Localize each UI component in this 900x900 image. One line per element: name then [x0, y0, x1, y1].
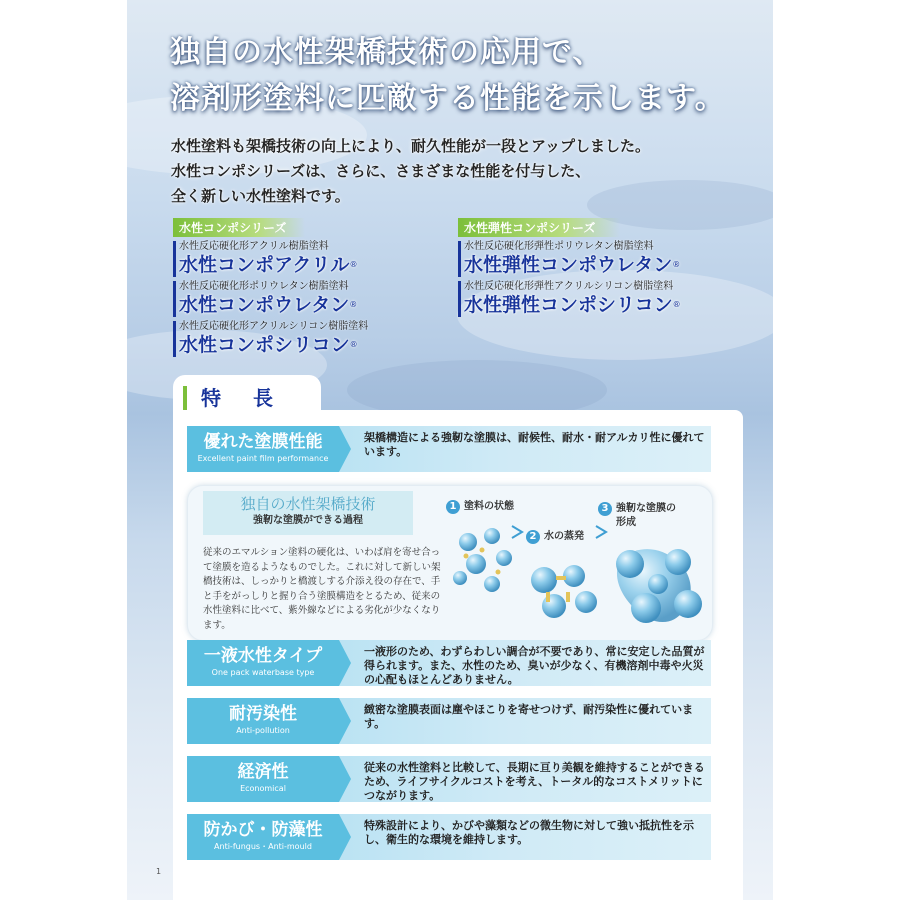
- headline-line-1: 独自の水性架橋技術の応用で、: [170, 35, 604, 70]
- feature-anti-pollution: [187, 698, 711, 744]
- evaporation-particles: [531, 565, 597, 618]
- headline-line-2: 溶剤形塗料に匹敵する性能を示します。: [170, 81, 726, 116]
- feature-title: [187, 426, 339, 472]
- feature-title-en: Excellent paint film performance: [197, 454, 329, 463]
- product-name: 水性コンポシリコン®: [179, 334, 358, 356]
- feature-title-en: Anti-pollution: [236, 726, 290, 735]
- step-2: 2 水の蒸発: [526, 530, 584, 544]
- technology-box: [187, 485, 713, 641]
- technology-title: 独自の水性架橋技術: [240, 495, 376, 513]
- features-panel: [173, 410, 743, 900]
- paint-particles: [453, 528, 512, 592]
- series-elastic-compo: [458, 218, 758, 317]
- product-subtitle: 水性反応硬化形ポリウレタン樹脂塗料: [179, 281, 349, 292]
- technology-text: 従来のエマルション塗料の硬化は、いわば肩を寄せ合って塗膜を造るようなものでした。これに対して新しい架橋技術は、しっかりと橋渡しする介添え役の存在で、手と手をがっしりと握り合う塗膜構造をとるため、従来の水性塗料に比べて、紫外線などによる劣化が少なくなります。: [203, 547, 441, 631]
- product-name: 水性弾性コンポウレタン®: [464, 254, 681, 276]
- series-label: 水性弾性コンポシリーズ: [458, 218, 620, 237]
- feature-description: 特殊設計により、かびや藻類などの微生物に対して強い抵抗性を示し、衛生的な環境を維持します。: [364, 819, 694, 846]
- product-elastic-urethane: [458, 241, 758, 277]
- feature-title-jp: 防かび・防藻性: [203, 820, 323, 840]
- step-number: 1: [446, 500, 460, 514]
- product-subtitle: 水性反応硬化形アクリル樹脂塗料: [179, 241, 329, 252]
- feature-title: [187, 814, 339, 860]
- product-name: 水性弾性コンポシリコン®: [464, 294, 681, 316]
- product-subtitle: 水性反応硬化形アクリルシリコン樹脂塗料: [179, 321, 369, 332]
- product-elastic-silicon: [458, 281, 758, 317]
- feature-description: 一液形のため、わずらわしい調合が不要であり、常に安定した品質が得られます。また、水性のため、臭いが少なく、有機溶剤中毒や火災の心配もほとんどありません。: [364, 645, 705, 686]
- step-1: 1 塗料の状態: [446, 500, 514, 514]
- intro-text: [171, 134, 650, 209]
- intro-line-2: 水性コンポシリーズは、さらに、さまざまな性能を付与した、: [171, 162, 591, 180]
- feature-title: [187, 756, 339, 802]
- film-network: [616, 549, 702, 623]
- feature-title-en: One pack waterbase type: [211, 668, 315, 677]
- product-compo-acrylic: [173, 241, 448, 277]
- product-subtitle: 水性反応硬化形弾性アクリルシリコン樹脂塗料: [464, 281, 674, 292]
- feature-title-jp: 経済性: [237, 762, 289, 782]
- product-name: 水性コンポアクリル®: [179, 254, 358, 276]
- feature-title: [187, 698, 339, 744]
- product-compo-silicon: [173, 321, 448, 357]
- series-label: 水性コンポシリーズ: [173, 218, 305, 237]
- product-subtitle: 水性反応硬化形弾性ポリウレタン樹脂塗料: [464, 241, 654, 252]
- brochure-page: [127, 0, 773, 900]
- series-compo: [173, 218, 448, 357]
- feature-one-pack: [187, 640, 711, 686]
- feature-title-jp: 優れた塗膜性能: [203, 432, 323, 452]
- feature-anti-fungus: [187, 814, 711, 860]
- feature-description: 緻密な塗膜表面は塵やほこりを寄せつけず、耐汚染性に優れています。: [364, 703, 694, 730]
- technology-header: [203, 491, 413, 535]
- feature-title-jp: 耐汚染性: [229, 704, 297, 724]
- feature-paint-film: [187, 426, 711, 472]
- feature-title-en: Economical: [240, 784, 286, 793]
- step-number: 2: [526, 530, 540, 544]
- feature-title: [187, 640, 339, 686]
- intro-line-1: 水性塗料も架橋技術の向上により、耐久性能が一段とアップしました。: [171, 137, 650, 155]
- crosslink-diagram: [446, 492, 708, 636]
- step-number: 3: [598, 502, 612, 516]
- feature-title-jp: 一液水性タイプ: [203, 646, 323, 666]
- headline: [170, 30, 726, 122]
- step-3: 3 強靭な塗膜の 形成: [598, 502, 676, 529]
- intro-line-3: 全く新しい水性塗料です。: [171, 187, 350, 205]
- feature-title-en: Anti-fungus・Anti-mould: [214, 842, 312, 851]
- feature-description: 従来の水性塗料と比較して、長期に亘り美観を維持することができるため、ライフサイクルコストを考え、トータル的なコストメリットにつながります。: [364, 761, 705, 802]
- product-name: 水性コンポウレタン®: [179, 294, 358, 316]
- product-compo-urethane: [173, 281, 448, 317]
- feature-description: 架橋構造による強靭な塗膜は、耐候性、耐水・耐アルカリ性に優れています。: [364, 431, 705, 458]
- features-heading: 特 長: [183, 386, 279, 410]
- technology-subtitle: 強靭な塗膜ができる過程: [253, 515, 363, 526]
- feature-economical: [187, 756, 711, 802]
- page-number: 1: [156, 867, 162, 876]
